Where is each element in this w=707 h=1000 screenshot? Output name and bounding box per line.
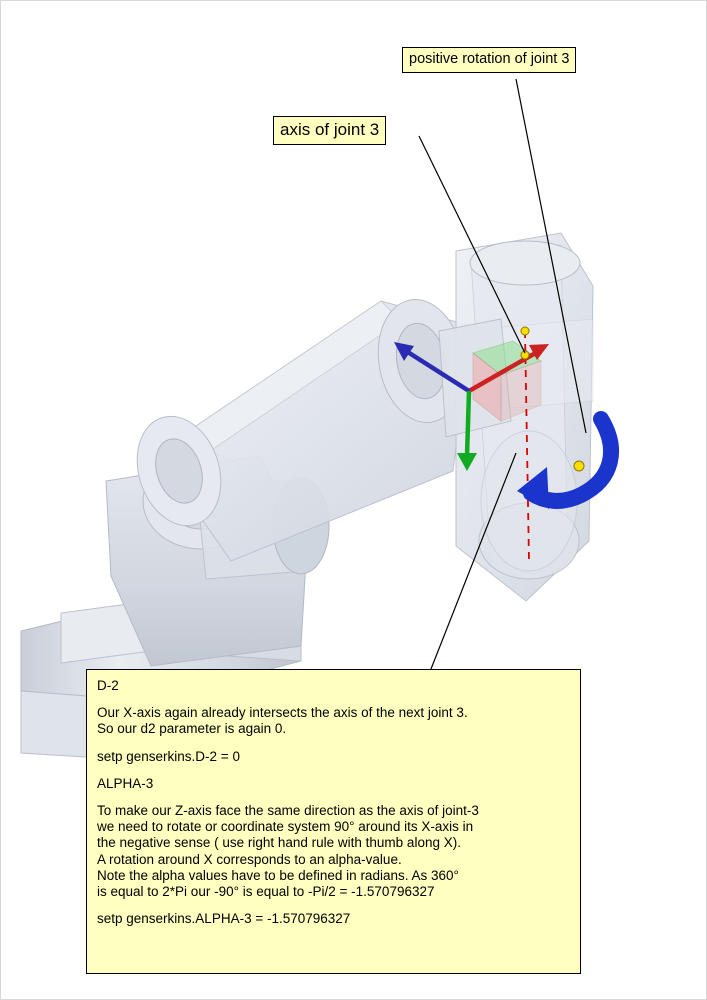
note-setp-alpha3: setp genserkins.ALPHA-3 = -1.570796327 [97, 911, 351, 927]
note-spacer [97, 900, 570, 911]
note-line-4: we need to rotate or coordinate system 90° around its X-axis in [97, 819, 474, 835]
note-heading-alpha3: ALPHA-3 [97, 775, 154, 791]
callout-axis-of-joint [273, 116, 386, 145]
callout-positive-rotation [402, 47, 576, 73]
parameter-note-box [86, 669, 581, 974]
note-line-2: So our d2 parameter is again 0. [97, 721, 287, 737]
note-line-6: A rotation around X corresponds to an alpha-value. [97, 851, 402, 867]
note-spacer [97, 792, 570, 803]
note-line-5: the negative sense ( use right hand rule with thumb along X). [97, 835, 461, 851]
callout-positive-rotation-label: positive rotation of joint 3 [409, 51, 570, 67]
note-line-3: To make our Z-axis face the same direction as the axis of joint-3 [97, 803, 479, 819]
note-line-7: Note the alpha values have to be defined in radians. As 360° [97, 867, 459, 883]
note-spacer [97, 765, 570, 776]
note-spacer [97, 738, 570, 749]
note-line-8: is equal to 2*Pi our -90° is equal to -Pi/2 = -1.570796327 [97, 884, 435, 900]
callout-axis-of-joint-label: axis of joint 3 [280, 120, 380, 139]
note-heading-d2: D-2 [97, 678, 119, 693]
note-spacer [97, 694, 570, 705]
note-line-1: Our X-axis again already intersects the axis of the next joint 3. [97, 705, 468, 721]
note-setp-d2: setp genserkins.D-2 = 0 [97, 748, 240, 764]
robot-upper-arm [124, 293, 473, 561]
